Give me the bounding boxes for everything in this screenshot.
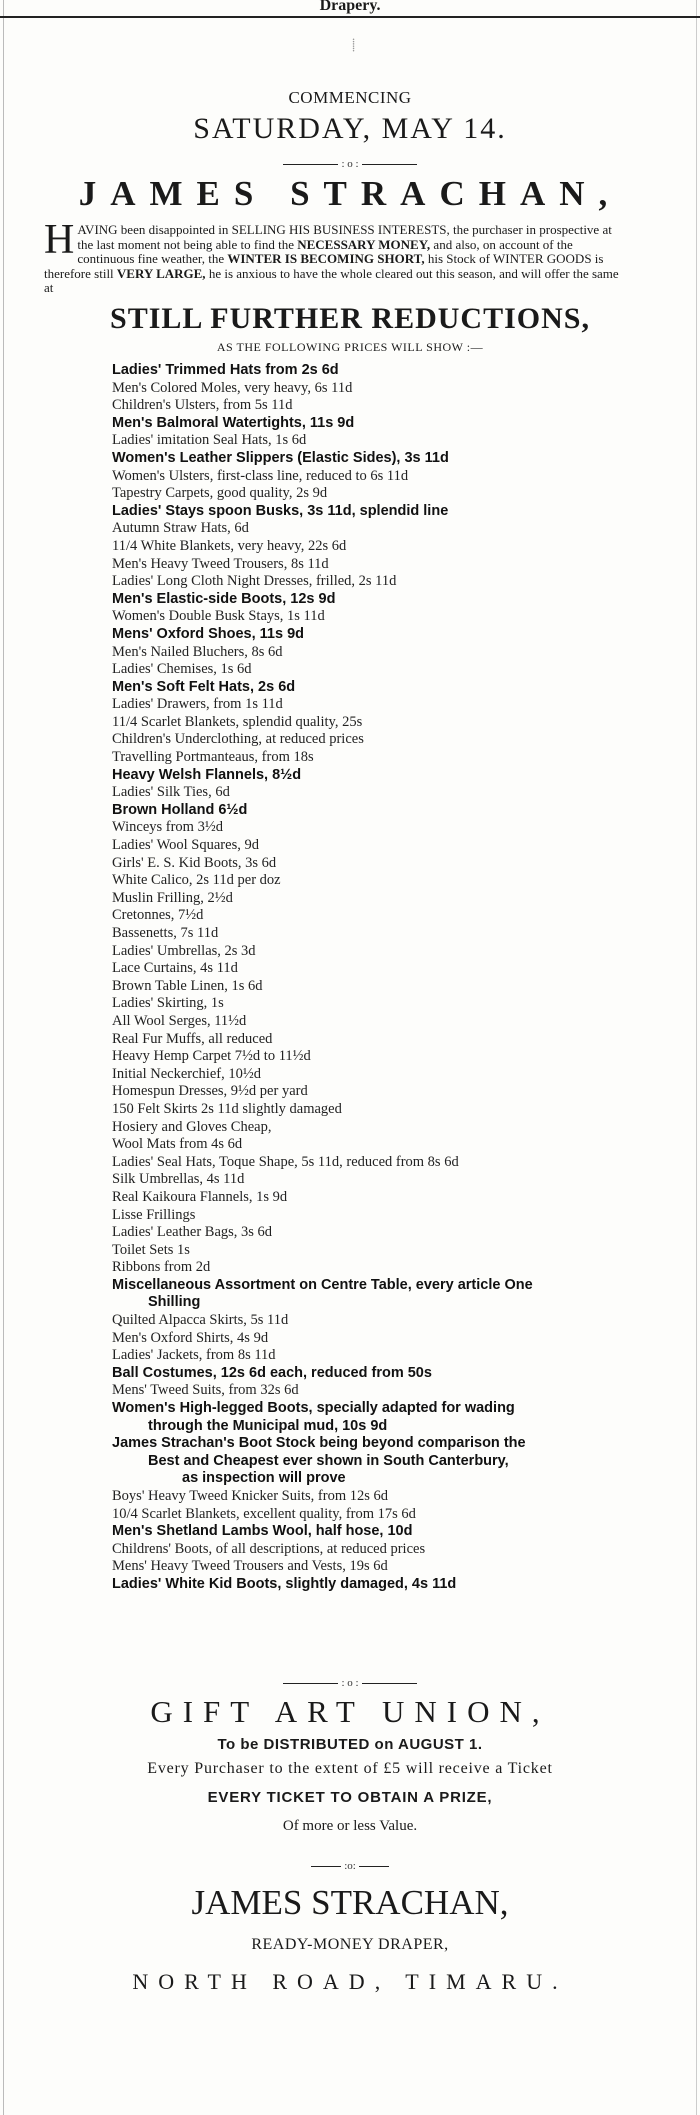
drop-cap: H — [44, 217, 75, 263]
price-list-item: Ladies' Chemises, 1s 6d — [112, 661, 252, 678]
price-list-item: Ribbons from 2d — [112, 1259, 211, 1276]
price-list-item: Women's Ulsters, first-class line, reduced to 6s 11d — [112, 467, 409, 484]
date-heading: SATURDAY, MAY 14. — [193, 112, 507, 145]
price-list-item: Lisse Frillings — [112, 1206, 196, 1223]
price-list — [112, 362, 672, 1594]
price-list-item: Ladies' Wool Squares, 9d — [112, 837, 259, 854]
price-list-item: All Wool Serges, 11½d — [112, 1012, 247, 1029]
price-list-item: 11/4 Scarlet Blankets, splendid quality, 25s — [112, 713, 363, 730]
price-list-item: Men's Heavy Tweed Trousers, 8s 11d — [112, 555, 329, 572]
price-list-item: Ladies' Silk Ties, 6d — [112, 784, 230, 801]
separator: : o : — [0, 1677, 700, 1689]
price-list-item: Cretonnes, 7½d — [112, 907, 204, 924]
price-list-item: Travelling Portmanteaus, from 18s — [112, 749, 314, 766]
price-list-item: Toilet Sets 1s — [112, 1241, 190, 1258]
price-list-item: Ladies' Umbrellas, 2s 3d — [112, 942, 256, 959]
price-list-item: Heavy Welsh Flannels, 8½d — [112, 766, 302, 783]
price-list-item: Ladies' Stays spoon Busks, 3s 11d, splendid line — [112, 502, 449, 519]
reductions-headline: STILL FURTHER REDUCTIONS, — [110, 302, 590, 335]
price-list-item: Homespun Dresses, 9½d per yard — [112, 1083, 308, 1100]
price-list-item: Boys' Heavy Tweed Knicker Suits, from 12s 6d — [112, 1488, 388, 1504]
price-list-item: Tapestry Carpets, good quality, 2s 9d — [112, 485, 328, 502]
value-line: Of more or less Value. — [282, 1818, 418, 1834]
price-list-item: Autumn Straw Hats, 6d — [112, 520, 249, 537]
price-list-item: Initial Neckerchief, 10½d — [112, 1065, 261, 1082]
commencing-label: COMMENCING — [288, 88, 412, 107]
price-list-item: Real Kaikoura Flannels, 1s 9d — [112, 1188, 288, 1205]
price-list-item: Women's Double Busk Stays, 1s 11d — [112, 608, 325, 625]
price-list-item: Winceys from 3½d — [112, 819, 223, 836]
address: NORTH ROAD, TIMARU. — [132, 1969, 568, 1994]
price-list-item: Ladies' Leather Bags, 3s 6d — [112, 1224, 273, 1241]
price-list-item: Ladies' Jackets, from 8s 11d — [112, 1347, 276, 1364]
price-list-item: Ladies' Long Cloth Night Dresses, frilled, 2s 11d — [112, 573, 397, 590]
separator: :o: — [0, 1860, 700, 1872]
price-list-item: Real Fur Muffs, all reduced — [112, 1030, 273, 1047]
price-list-item: Men's Colored Moles, very heavy, 6s 11d — [112, 379, 353, 396]
price-list-item: Men's Balmoral Watertights, 11s 9d — [112, 414, 355, 431]
separator: : o : — [0, 158, 700, 170]
price-list-item: White Calico, 2s 11d per doz — [112, 872, 281, 889]
ticket-offer: Every Purchaser to the extent of £5 will receive a Ticket — [147, 1760, 553, 1777]
price-list-item: 10/4 Scarlet Blankets, excellent quality, from 17s 6d — [112, 1505, 416, 1522]
distribution-date: To be DISTRIBUTED on AUGUST 1. — [217, 1736, 483, 1753]
price-list-item: Wool Mats from 4s 6d — [112, 1136, 243, 1153]
price-list-item: Men's Soft Felt Hats, 2s 6d — [112, 678, 296, 695]
price-list-item: Children's Underclothing, at reduced prices — [112, 731, 364, 748]
header-rule — [0, 16, 700, 18]
gift-art-union-title: GIFT ART UNION, — [150, 1694, 550, 1729]
price-list-item: Childrens' Boots, of all descriptions, at reduced prices — [112, 1540, 426, 1557]
prize-line: EVERY TICKET TO OBTAIN A PRIZE, — [207, 1789, 493, 1806]
price-list-item: Hosiery and Gloves Cheap, — [112, 1118, 272, 1135]
price-list-item: Mens' Tweed Suits, from 32s 6d — [112, 1382, 299, 1399]
price-list-item: Silk Umbrellas, 4s 11d — [112, 1171, 245, 1188]
price-list-item: Quilted Alpacca Skirts, 5s 11d — [112, 1312, 289, 1329]
price-list-item: Lace Curtains, 4s 11d — [112, 960, 238, 977]
price-list-item: Men's Oxford Shirts, 4s 9d — [112, 1329, 269, 1346]
price-list-item: Women's Leather Slippers (Elastic Sides), 3s 11d — [112, 449, 449, 466]
price-list-item: 11/4 White Blankets, very heavy, 22s 6d — [112, 537, 347, 554]
price-list-item: Ladies' Trimmed Hats from 2s 6d — [112, 362, 339, 378]
prices-subheading: AS THE FOLLOWING PRICES WILL SHOW :— — [216, 340, 484, 354]
footer-advertiser-name: JAMES STRACHAN, — [191, 1883, 509, 1922]
ornament-mark: ⸽ — [352, 38, 356, 52]
price-list-item: Men's Nailed Bluchers, 8s 6d — [112, 643, 283, 660]
price-list-item: Ladies' Skirting, 1s — [112, 995, 224, 1012]
trade-description: READY-MONEY DRAPER, — [251, 1936, 449, 1953]
price-list-item: Ladies' Drawers, from 1s 11d — [112, 696, 283, 713]
price-list-item: Children's Ulsters, from 5s 11d — [112, 397, 293, 414]
price-list-item: Miscellaneous Assortment on Centre Table, every article One Shilling — [112, 1276, 533, 1311]
price-list-item: Ball Costumes, 12s 6d each, reduced from 50s — [112, 1364, 432, 1381]
price-list-item: Girls' E. S. Kid Boots, 3s 6d — [112, 854, 277, 871]
section-header: Drapery. — [319, 0, 381, 14]
price-list-item: Mens' Heavy Tweed Trousers and Vests, 19s 6d — [112, 1558, 388, 1575]
price-list-item: Bassenetts, 7s 11d — [112, 925, 219, 941]
price-list-item: Men's Shetland Lambs Wool, half hose, 10d — [112, 1523, 413, 1540]
price-list-item: 150 Felt Skirts 2s 11d slightly damaged — [112, 1100, 342, 1117]
intro-paragraph: HAVING been disappointed in SELLING HIS BUSINESS INTERESTS, the purchaser in prospective at the last moment not being able to find the NECESSARY MONEY, and also, on account of the continuous fine weather, the WINTER IS BECOMING SHORT, his Stock of WINTER GOODS is therefore still VERY LARGE, he is anxious to have the whole cleared out this season, and will offer the same at — [44, 217, 619, 295]
price-list-item: Heavy Hemp Carpet 7½d to 11½d — [112, 1048, 311, 1065]
price-list-item: James Strachan's Boot Stock being beyond comparison the Best and Cheapest ever shown in South Canterbury, as inspection will prove — [112, 1435, 526, 1487]
price-list-item: Ladies' White Kid Boots, slightly damaged, 4s 11d — [112, 1575, 457, 1592]
price-list-item: Brown Table Linen, 1s 6d — [112, 977, 263, 994]
price-list-item: Mens' Oxford Shoes, 11s 9d — [112, 625, 305, 642]
price-list-item: Ladies' imitation Seal Hats, 1s 6d — [112, 432, 307, 449]
price-list-item: Ladies' Seal Hats, Toque Shape, 5s 11d, reduced from 8s 6d — [112, 1153, 459, 1170]
price-list-item: Women's High-legged Boots, specially adapted for wading through the Municipal mud, 10s 9d — [112, 1400, 515, 1434]
price-list-item: Men's Elastic-side Boots, 12s 9d — [112, 590, 336, 607]
advertiser-name: JAMES STRACHAN, — [78, 174, 622, 213]
price-list-item: Brown Holland 6½d — [112, 801, 248, 818]
price-list-item: Muslin Frilling, 2½d — [112, 889, 233, 906]
